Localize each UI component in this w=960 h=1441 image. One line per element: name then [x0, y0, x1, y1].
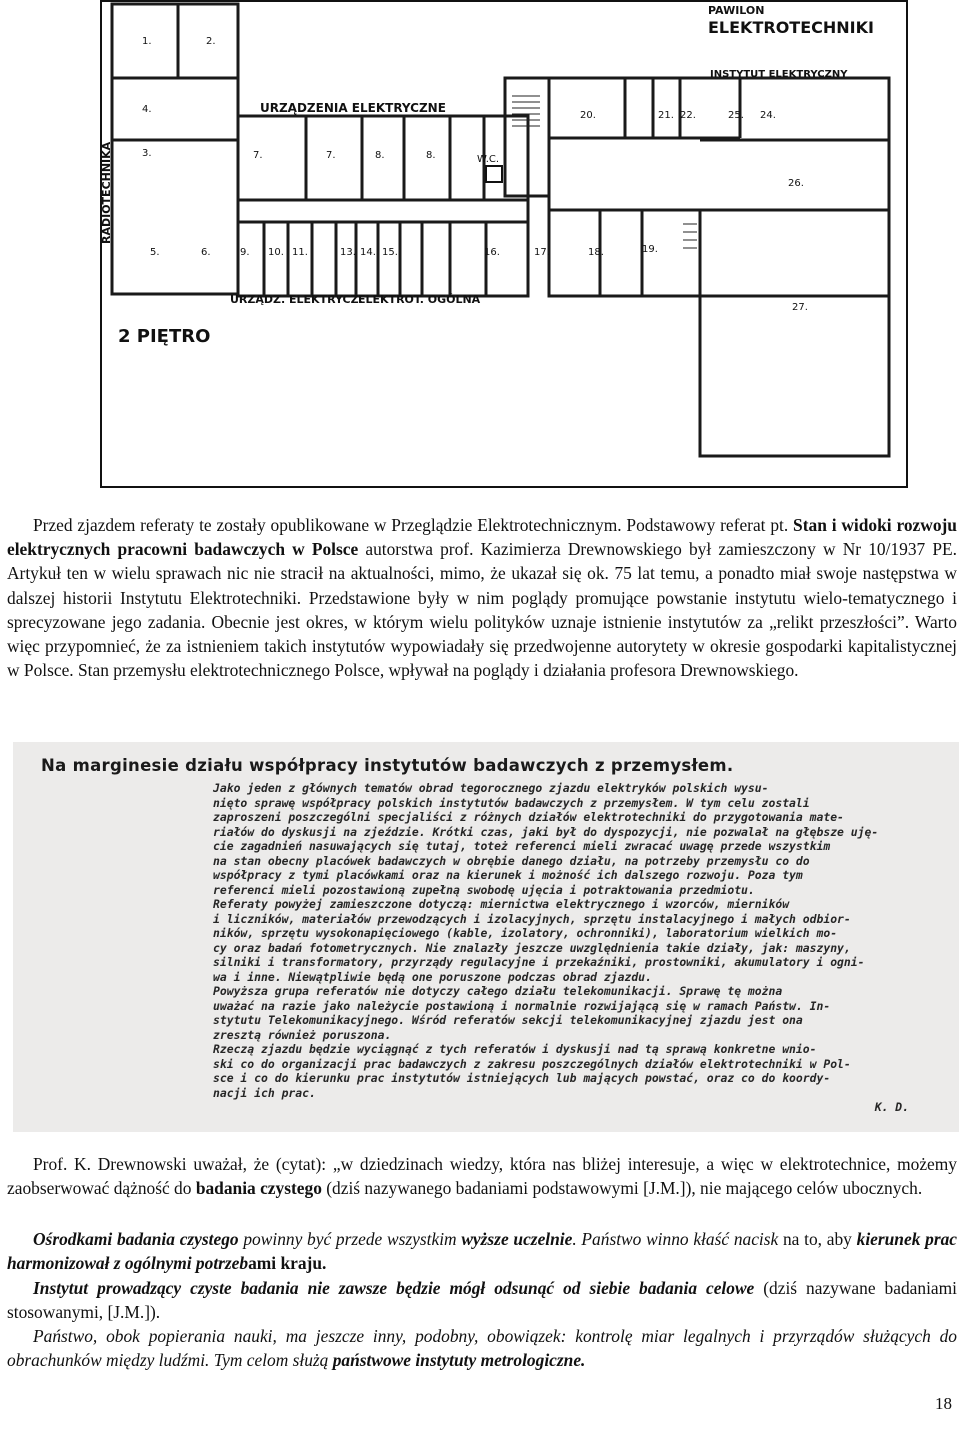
clipping-line: Powyższa grupa referatów nie dotyczy całego działu telekomunikacji. Sprawę tę można — [213, 984, 783, 998]
room-number: 8. — [426, 150, 436, 161]
plan-label-floor: 2 PIĘTRO — [118, 326, 211, 347]
p4-text: (dziś nazywane badaniami stosowanymi, [J.M.]). — [7, 1278, 957, 1323]
p5-bold-italic: państwowe instytuty metrologiczne. — [332, 1350, 586, 1371]
p3-bold-italic-a: Ośrodkami badania czystego — [33, 1229, 239, 1249]
clipping-line: cy oraz badań fotometrycznych. Nie znalazły jeszcze uwzględnienia takie działy, jak: maszyny, — [213, 940, 851, 955]
room-number: 4. — [142, 104, 152, 115]
p1-text-a: Przed zjazdem referaty te zostały opublikowane w Przeglądzie Elektrotechnicznym. Podstawowy referat pt. — [33, 515, 794, 535]
p1-text-b: autorstwa prof. Kazimierza Drewnowskiego był zamieszczony w Nr 10/1937 PE. Artykuł ten w wielu sprawach nic nie stracił na aktualności, mimo, że ukazał się ok. 75 lat temu, a ponadto miał swoje następstwa w dalszej historii Instytutu Elektrotechniki. Przedstawione były w nim poglądy promujące powstanie instytutu wielo-tematycznego i sprecyzowane jego zadania. Obecnie jest okres, w którym wielu polityków uznaje istnienie instytutów za „relikt przeszłości”. Warto więc przypomnieć, że za istnieniem takich instytutów wypowiadały się przedwojenne autorytety w okresie gospodarki kapitalistycznej w Polsce. Stan przemysłu elektrotechnicznego Polsce, wpływał na poglądy i działania profesora Drewnowskiego. — [7, 539, 958, 681]
quote-paragraph — [7, 1152, 957, 1200]
metrology-paragraph — [7, 1324, 957, 1372]
room-number: 6. — [201, 247, 211, 258]
p2-text-a: Prof. K. Drewnowski uważał, że (cytat): „w dziedzinach wiedzy, która nas bliżej interesuje, a więc w elektrotechnice, możemy zaobserwować dążność do — [7, 1154, 957, 1199]
room-number: 3. — [142, 148, 152, 159]
universities-paragraph — [7, 1227, 957, 1275]
clipping-line: wa i inne. Niewątpliwie będą one poruszone podczas obrad zjazdu. — [213, 969, 652, 984]
p4-bold-italic: Instytut prowadzący czyste badania nie zawsze będzie mógł odsunąć od siebie badania celowe — [33, 1278, 755, 1298]
room-number: 22. — [680, 110, 696, 121]
p2-bold-term: badania czystego — [195, 1178, 322, 1199]
clipping-line: uważać na razie jako należycie postawioną i normalnie rozwijającą się w ramach Państw. In- — [213, 998, 831, 1013]
plan-label-bottom-left: URZĄDZ. ELEKTRYCZ. — [230, 293, 363, 306]
clipping-line: riałów do dyskusji na zjeździe. Krótki czas, jaki był do dyspozycji, nie pozwalał na głębsze uję- — [213, 824, 879, 839]
clipping-line: nięto sprawę współpracy polskich instytutów badawczych z przemysłem. W tym celu zostali — [213, 795, 810, 810]
clipping-line: cie zagadnień nasuwających się tutaj, toteż referenci mieli zwracać uwagę przede wszystkim — [213, 839, 831, 853]
clipping-body — [213, 781, 929, 1115]
clipping-line: nacji ich prac. — [213, 1085, 316, 1100]
clipping-line: stytutu Telekomunikacyjnego. Wśród referatów sekcji telekomunikacyjnej zjazdu jest ona — [213, 1013, 803, 1027]
clipping-line: na stan obecny placówek badawczych w obrębie danego działu, na potrzeby przemysłu co do — [213, 853, 810, 868]
room-number: 11. — [292, 247, 308, 258]
clipping-title: Na marginesie działu współpracy instytutów badawczych z przemysłem. — [41, 756, 734, 775]
p3-text: na to, aby — [778, 1229, 857, 1249]
clipping-line: ski co do organizacji prac badawczych z zakresu poszczególnych działów elektrotechniki w Pol- — [213, 1056, 851, 1071]
room-number: 27. — [792, 302, 808, 313]
room-number: 20. — [580, 110, 596, 121]
room-number: 17. — [534, 247, 550, 258]
room-number: 26. — [788, 178, 804, 189]
room-number: 14. — [360, 247, 376, 258]
clipping-line: silniki i transformatory, przyrządy regulacyjne i przekaźniki, prostowniki, akumulatory i ogni- — [213, 955, 865, 969]
clipping-line: Jako jeden z głównych tematów obrad tegorocznego zjazdu elektryków polskich wysu- — [213, 781, 769, 795]
p3-bold-italic-b: wyższe uczelnie — [461, 1229, 573, 1249]
room-number: 10. — [268, 247, 284, 258]
clipping-line: sce i co do kierunku prac instytutów istniejących lub mających powstać, oraz co do koordy- — [213, 1071, 831, 1085]
room-number: 7. — [326, 150, 336, 161]
plan-label-bottom-right: ELEKTROT. OGÓLNA — [358, 293, 481, 306]
room-number: 24. — [760, 110, 776, 121]
room-number: 7. — [253, 150, 263, 161]
room-number: 25. — [728, 110, 744, 121]
p3-bold-italic-c: kierunek prac harmonizował z ogólnymi potrzeb — [7, 1229, 958, 1274]
page-number: 18 — [935, 1394, 952, 1413]
p1-article-title: Stan i widoki rozwoju elektrycznych pracowni badawczych w Polsce — [7, 515, 957, 560]
plan-title-line1: PAWILON — [708, 4, 765, 17]
clipping-line: Referaty powyżej zamieszczone dotyczą: miernictwa elektrycznego i wzorców, mierników — [213, 897, 790, 911]
room-number: 13. — [340, 247, 356, 258]
p3-italic-b: . Państwo winno kłaść nacisk — [572, 1229, 779, 1249]
room-number: 21. — [658, 110, 674, 121]
p3-italic-a: powinny być przede wszystkim — [238, 1229, 462, 1249]
plan-label-wc: W.C. — [477, 154, 500, 165]
clipping-line: ników, sprzętu wysokonapięciowego (kable, izolatory, ochronniki), laboratorium wielkich mo- — [213, 926, 838, 940]
clipping-line: zresztą również poruszona. — [213, 1027, 392, 1042]
p5-italic: Państwo, obok popierania nauki, ma jeszcze inny, podobny, obowiązek: kontrolę miar legalnych i przyrządów służących do obrachunków między ludźmi. Tym celom służą — [7, 1326, 957, 1371]
room-number: 1. — [142, 36, 152, 47]
clipping-line: referenci mieli pozostawioną zupełną swobodę ujęcia i potraktowania przedmiotu. — [213, 882, 755, 897]
scanned-clipping — [13, 742, 959, 1132]
room-number: 16. — [484, 247, 500, 258]
clipping-line: zaproszeni poszczególni specjaliści z różnych działów elektrotechniki do przygotowania mate- — [213, 810, 844, 824]
intro-paragraph — [7, 513, 957, 682]
room-number: 18. — [588, 247, 604, 258]
room-number: 8. — [375, 150, 385, 161]
plan-label-radio: RADIOTECHNIKA — [100, 141, 113, 244]
clipping-line: i liczników, materiałów przewodzących i izolacyjnych, sprzętu instalacyjnego i małych odbior- — [213, 911, 851, 926]
room-number: 2. — [206, 36, 216, 47]
plan-label-equipment: URZĄDZENIA ELEKTRYCZNE — [260, 101, 446, 115]
plan-title-line2: ELEKTROTECHNIKI — [708, 18, 874, 37]
room-number: 15. — [382, 247, 398, 258]
p2-text-b: (dziś nazywanego badaniami podstawowymi [J.M.]), nie mającego celów ubocznych. — [321, 1178, 923, 1199]
plan-label-institute: INSTYTUT ELEKTRYCZNY — [710, 69, 848, 80]
clipping-line: współpracy z tymi placówkami oraz na kierunek i możność ich dalszego rozwoju. Poza tym — [213, 868, 803, 882]
room-number: 5. — [150, 247, 160, 258]
p3-bold: ami kraju. — [248, 1253, 327, 1274]
room-number: 9. — [240, 247, 250, 258]
clipping-line: Rzeczą zjazdu będzie wyciągnąć z tych referatów i dyskusji nad tą sprawą konkretne wnio- — [213, 1042, 817, 1056]
floor-plan-drawing — [100, 0, 908, 488]
floor-plan-figure — [100, 0, 908, 488]
clipping-signature: K. D. — [874, 1100, 909, 1114]
room-number: 19. — [642, 244, 658, 255]
institute-paragraph — [7, 1276, 957, 1324]
